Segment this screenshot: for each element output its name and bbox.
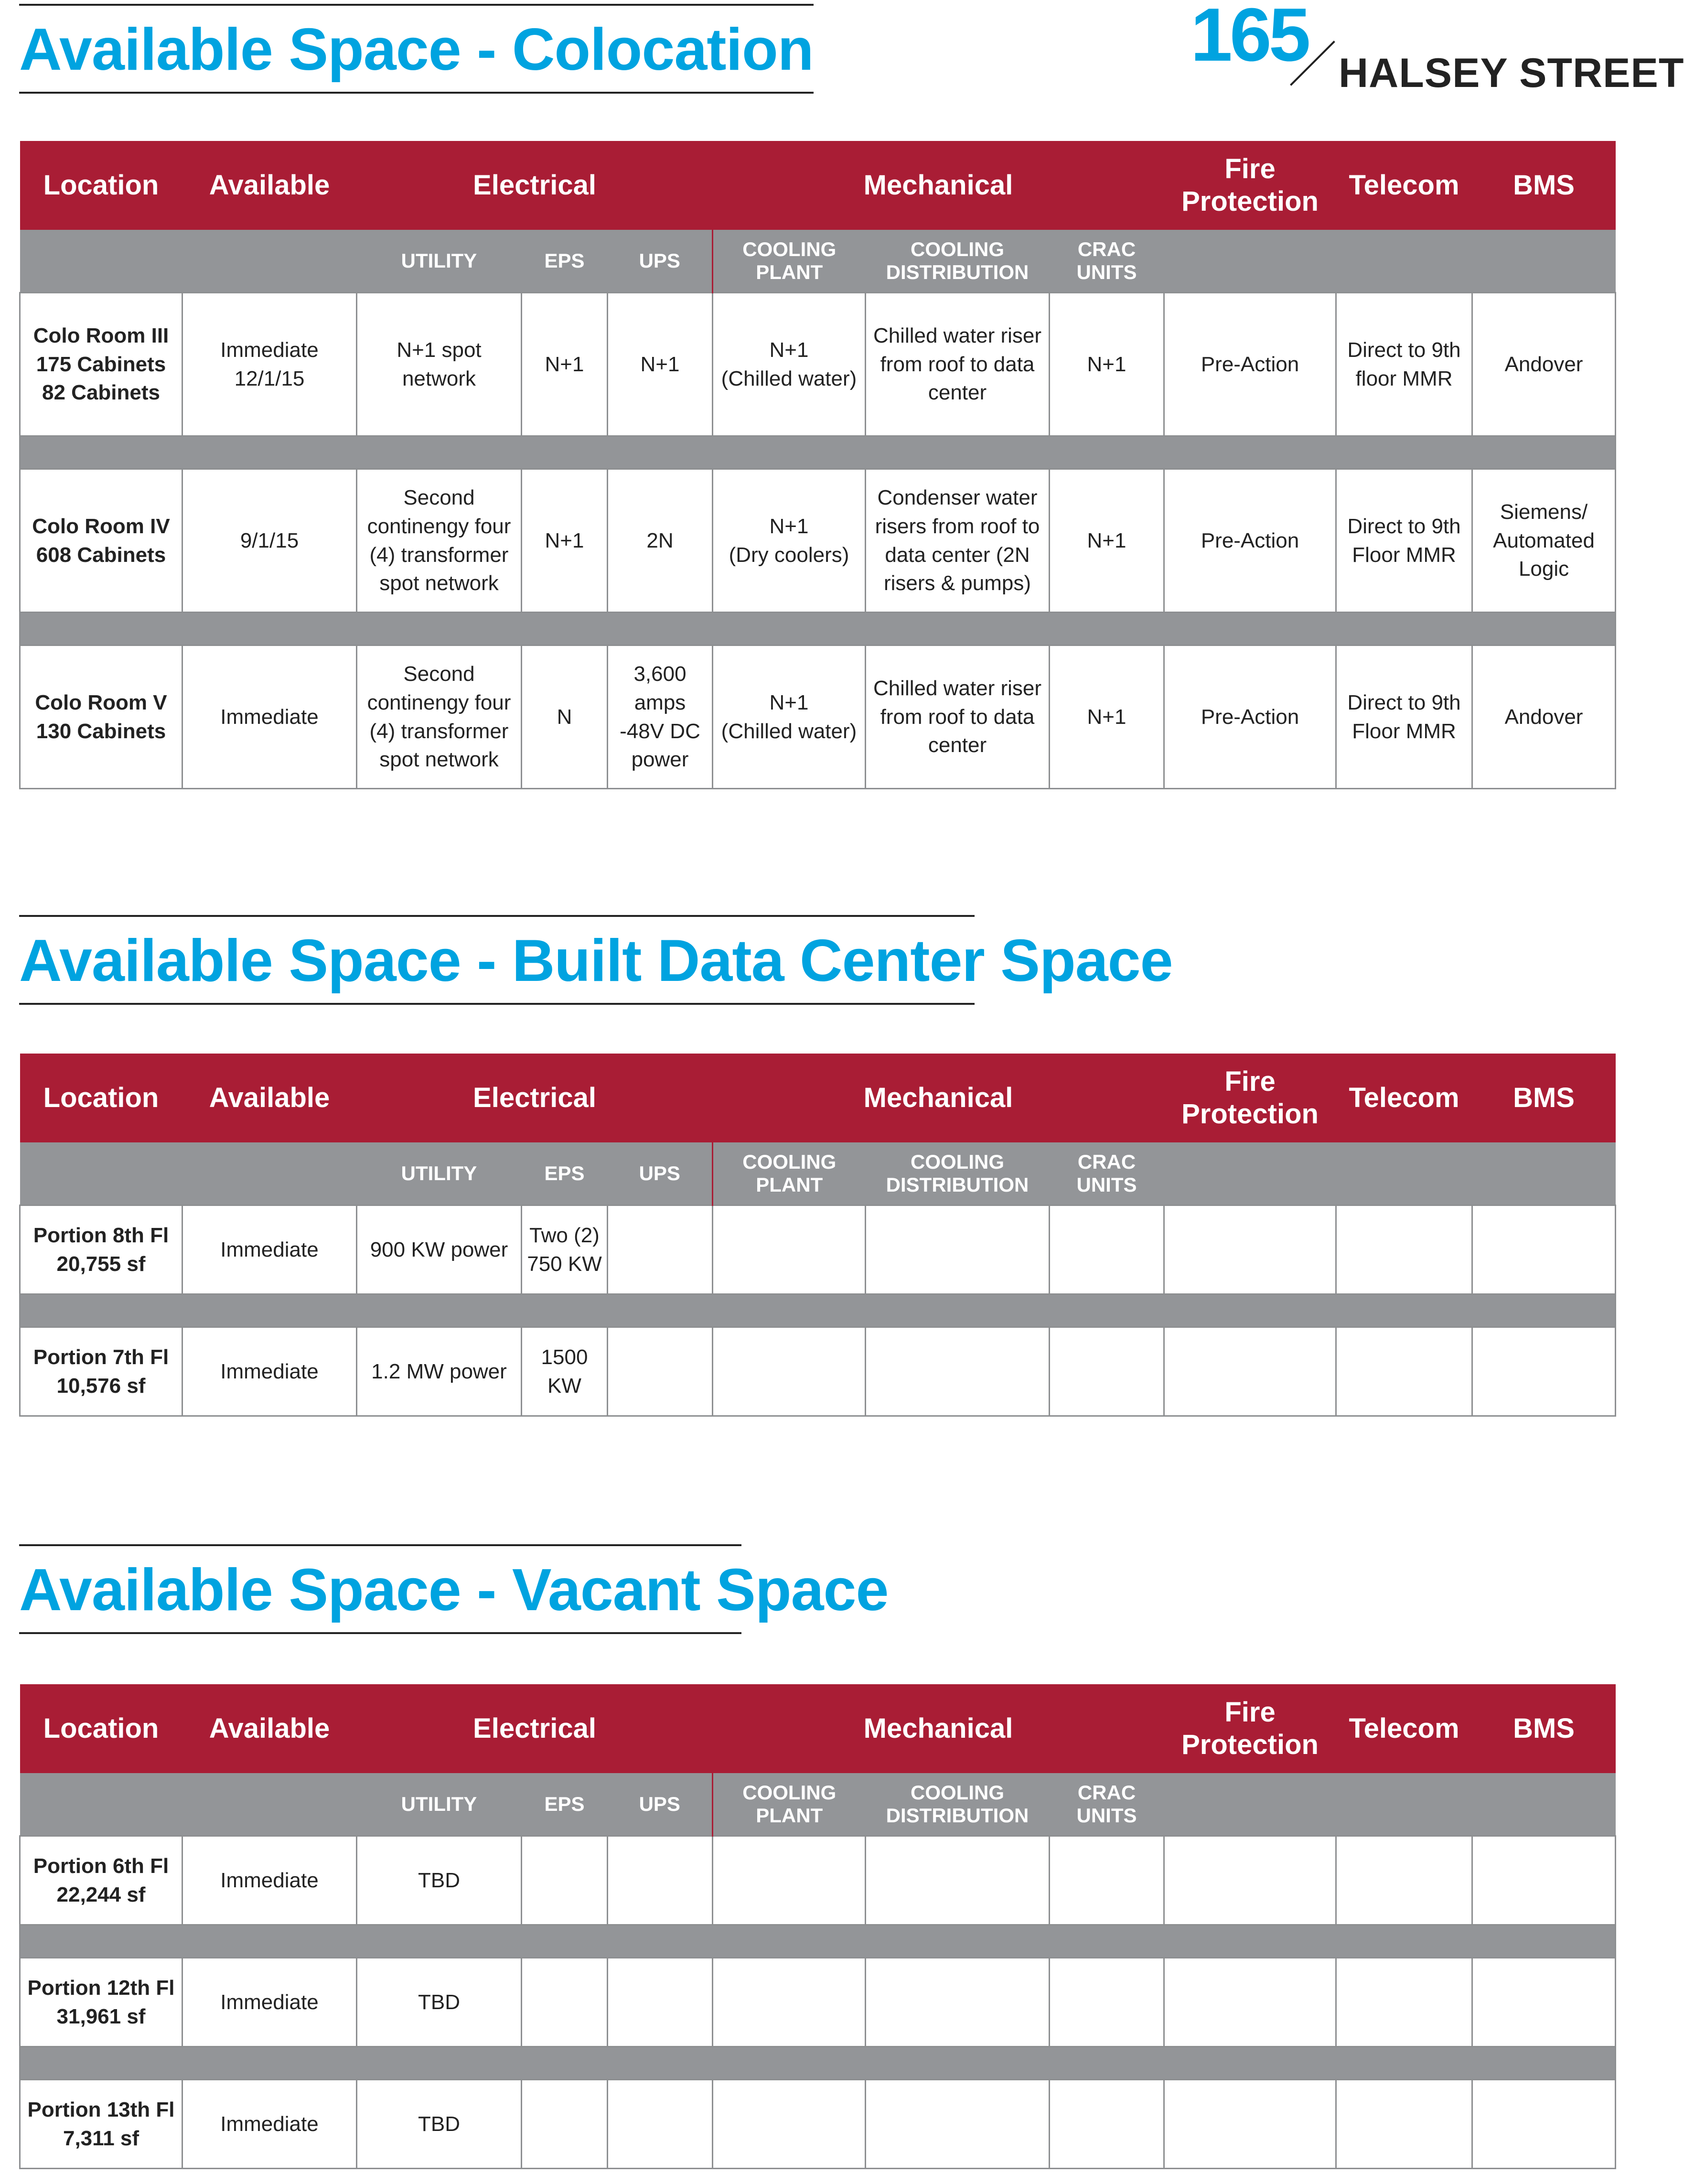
subheader-utility: UTILITY — [357, 1773, 522, 1836]
cell-fire-protection — [1164, 2080, 1336, 2169]
cell-cooling-distribution: Chilled water riser from roof to data center — [866, 646, 1050, 789]
cell-utility: N+1 spot network — [357, 293, 522, 436]
cell-cooling-distribution — [866, 1327, 1050, 1416]
table-row — [20, 646, 1616, 789]
header-electrical: Electrical — [357, 141, 713, 230]
section-title-built-data-center: Available Space - Built Data Center Space — [19, 915, 975, 1005]
header-mechanical: Mechanical — [713, 1054, 1164, 1142]
cell-utility: Second continengy four (4) transformer spot network — [357, 469, 522, 613]
header-fire-protection — [1164, 141, 1336, 230]
table-subheader-row — [20, 230, 1616, 293]
cell-eps — [522, 1958, 608, 2047]
subheader-ups: UPS — [608, 230, 713, 293]
cell-telecom: Direct to 9th floor MMR — [1336, 293, 1472, 436]
header-available: Available — [182, 1054, 357, 1142]
cell-utility: TBD — [357, 2080, 522, 2169]
cell-cooling-plant: N+1 (Chilled water) — [713, 293, 866, 436]
cell-crac-units: N+1 — [1050, 469, 1164, 613]
cell-ups — [608, 1958, 713, 2047]
cell-fire-protection: Pre-Action — [1164, 293, 1336, 436]
cell-available: Immediate 12/1/15 — [182, 293, 357, 436]
cell-utility: 900 KW power — [357, 1205, 522, 1294]
cell-ups: 2N — [608, 469, 713, 613]
subheader-cooling-distribution: COOLING DISTRIBUTION — [866, 1142, 1050, 1205]
cell-telecom: Direct to 9th Floor MMR — [1336, 646, 1472, 789]
cell-available: Immediate — [182, 2080, 357, 2169]
cell-telecom — [1336, 1205, 1472, 1294]
cell-cooling-distribution — [866, 1205, 1050, 1294]
subheader-cooling-distribution: COOLING DISTRIBUTION — [866, 230, 1050, 293]
cell-crac-units — [1050, 1836, 1164, 1925]
cell-ups: N+1 — [608, 293, 713, 436]
cell-crac-units — [1050, 1205, 1164, 1294]
header-available: Available — [182, 141, 357, 230]
header-mechanical: Mechanical — [713, 141, 1164, 230]
cell-cooling-distribution — [866, 1836, 1050, 1925]
table-subheader-row — [20, 1142, 1616, 1205]
cell-ups — [608, 1205, 713, 1294]
header-fire-line2: Protection — [1181, 186, 1319, 217]
header-bms: BMS — [1472, 141, 1616, 230]
header-mechanical: Mechanical — [713, 1684, 1164, 1773]
subheader-eps: EPS — [522, 1142, 608, 1205]
subheader-ups: UPS — [608, 1142, 713, 1205]
subheader-utility: UTILITY — [357, 1142, 522, 1205]
cell-fire-protection — [1164, 1836, 1336, 1925]
row-spacer — [20, 1925, 1616, 1958]
header-location: Location — [20, 1684, 182, 1773]
cell-cooling-plant — [713, 1327, 866, 1416]
vacant-space-table — [19, 1684, 1616, 2169]
header-telecom: Telecom — [1336, 1054, 1472, 1142]
cell-utility: 1.2 MW power — [357, 1327, 522, 1416]
cell-location: Portion 13th Fl 7,311 sf — [20, 2080, 182, 2169]
header-location: Location — [20, 1054, 182, 1142]
section-title-vacant-space: Available Space - Vacant Space — [19, 1544, 741, 1634]
section-title-colocation: Available Space - Colocation — [19, 4, 814, 94]
cell-fire-protection — [1164, 1958, 1336, 2047]
cell-utility: TBD — [357, 1836, 522, 1925]
cell-bms: Andover — [1472, 293, 1616, 436]
cell-eps — [522, 2080, 608, 2169]
cell-available: 9/1/15 — [182, 469, 357, 613]
cell-telecom — [1336, 1327, 1472, 1416]
cell-cooling-distribution — [866, 1958, 1050, 2047]
built-data-center-table — [19, 1054, 1616, 1417]
table-row — [20, 1327, 1616, 1416]
cell-ups — [608, 1836, 713, 1925]
header-electrical: Electrical — [357, 1684, 713, 1773]
cell-location: Portion 12th Fl 31,961 sf — [20, 1958, 182, 2047]
cell-fire-protection — [1164, 1327, 1336, 1416]
subheader-crac-units: CRAC UNITS — [1050, 230, 1164, 293]
cell-available: Immediate — [182, 1836, 357, 1925]
cell-fire-protection: Pre-Action — [1164, 646, 1336, 789]
cell-bms: Siemens/ Automated Logic — [1472, 469, 1616, 613]
cell-utility: TBD — [357, 1958, 522, 2047]
header-telecom: Telecom — [1336, 141, 1472, 230]
cell-cooling-plant — [713, 1205, 866, 1294]
cell-bms — [1472, 2080, 1616, 2169]
table-row — [20, 1958, 1616, 2047]
cell-available: Immediate — [182, 646, 357, 789]
cell-cooling-plant: N+1 (Chilled water) — [713, 646, 866, 789]
subheader-cooling-plant: COOLING PLANT — [713, 1773, 866, 1836]
cell-crac-units — [1050, 1958, 1164, 2047]
cell-eps: N+1 — [522, 293, 608, 436]
subheader-cooling-distribution: COOLING DISTRIBUTION — [866, 1773, 1050, 1836]
table-subheader-row — [20, 1773, 1616, 1836]
cell-cooling-plant — [713, 1836, 866, 1925]
subheader-crac-units: CRAC UNITS — [1050, 1773, 1164, 1836]
cell-telecom — [1336, 2080, 1472, 2169]
subheader-utility: UTILITY — [357, 230, 522, 293]
subheader-cooling-plant: COOLING PLANT — [713, 230, 866, 293]
colocation-table — [19, 141, 1616, 789]
subheader-eps: EPS — [522, 230, 608, 293]
logo-number: 165 — [1191, 0, 1308, 77]
subheader-ups: UPS — [608, 1773, 713, 1836]
header-electrical: Electrical — [357, 1054, 713, 1142]
cell-ups — [608, 1327, 713, 1416]
table-header-row — [20, 1054, 1616, 1142]
cell-utility: Second continengy four (4) transformer spot network — [357, 646, 522, 789]
header-fire-protection: Fire Protection — [1164, 1054, 1336, 1142]
cell-cooling-distribution: Condenser water risers from roof to data center (2N risers & pumps) — [866, 469, 1050, 613]
header-fire-protection: Fire Protection — [1164, 1684, 1336, 1773]
cell-bms: Andover — [1472, 646, 1616, 789]
table-row — [20, 2080, 1616, 2169]
header-fire-line1: Fire — [1224, 153, 1276, 184]
table-header-row — [20, 141, 1616, 230]
cell-cooling-distribution: Chilled water riser from roof to data center — [866, 293, 1050, 436]
cell-location: Portion 8th Fl 20,755 sf — [20, 1205, 182, 1294]
cell-telecom — [1336, 1836, 1472, 1925]
cell-eps: 1500 KW — [522, 1327, 608, 1416]
cell-eps — [522, 1836, 608, 1925]
cell-available: Immediate — [182, 1327, 357, 1416]
cell-bms — [1472, 1327, 1616, 1416]
subheader-cooling-plant: COOLING PLANT — [713, 1142, 866, 1205]
cell-eps: N+1 — [522, 469, 608, 613]
subheader-crac-units: CRAC UNITS — [1050, 1142, 1164, 1205]
cell-location: Portion 6th Fl 22,244 sf — [20, 1836, 182, 1925]
cell-telecom: Direct to 9th Floor MMR — [1336, 469, 1472, 613]
cell-cooling-plant — [713, 1958, 866, 2047]
cell-eps: Two (2) 750 KW — [522, 1205, 608, 1294]
header-bms: BMS — [1472, 1054, 1616, 1142]
logo-street-name: HALSEY STREET — [1339, 50, 1684, 96]
cell-bms — [1472, 1205, 1616, 1294]
cell-location: Portion 7th Fl 10,576 sf — [20, 1327, 182, 1416]
header-bms: BMS — [1472, 1684, 1616, 1773]
table-header-row — [20, 1684, 1616, 1773]
cell-available: Immediate — [182, 1958, 357, 2047]
cell-fire-protection: Pre-Action — [1164, 469, 1336, 613]
table-row — [20, 1836, 1616, 1925]
cell-bms — [1472, 1836, 1616, 1925]
cell-location: Colo Room III 175 Cabinets 82 Cabinets — [20, 293, 182, 436]
row-spacer — [20, 2047, 1616, 2080]
cell-crac-units: N+1 — [1050, 293, 1164, 436]
row-spacer — [20, 1294, 1616, 1327]
cell-cooling-distribution — [866, 2080, 1050, 2169]
table-row — [20, 293, 1616, 436]
cell-location: Colo Room V 130 Cabinets — [20, 646, 182, 789]
cell-bms — [1472, 1958, 1616, 2047]
cell-crac-units — [1050, 1327, 1164, 1416]
header-location: Location — [20, 141, 182, 230]
cell-ups — [608, 2080, 713, 2169]
cell-crac-units: N+1 — [1050, 646, 1164, 789]
cell-cooling-plant — [713, 2080, 866, 2169]
cell-location: Colo Room IV 608 Cabinets — [20, 469, 182, 613]
cell-eps: N — [522, 646, 608, 789]
cell-cooling-plant: N+1 (Dry coolers) — [713, 469, 866, 613]
table-row — [20, 1205, 1616, 1294]
header-available: Available — [182, 1684, 357, 1773]
cell-fire-protection — [1164, 1205, 1336, 1294]
subheader-eps: EPS — [522, 1773, 608, 1836]
table-row — [20, 469, 1616, 613]
row-spacer — [20, 613, 1616, 646]
cell-telecom — [1336, 1958, 1472, 2047]
row-spacer — [20, 436, 1616, 469]
cell-crac-units — [1050, 2080, 1164, 2169]
header-telecom: Telecom — [1336, 1684, 1472, 1773]
cell-available: Immediate — [182, 1205, 357, 1294]
halsey-street-logo — [1191, 0, 1684, 96]
cell-ups: 3,600 amps -48V DC power — [608, 646, 713, 789]
